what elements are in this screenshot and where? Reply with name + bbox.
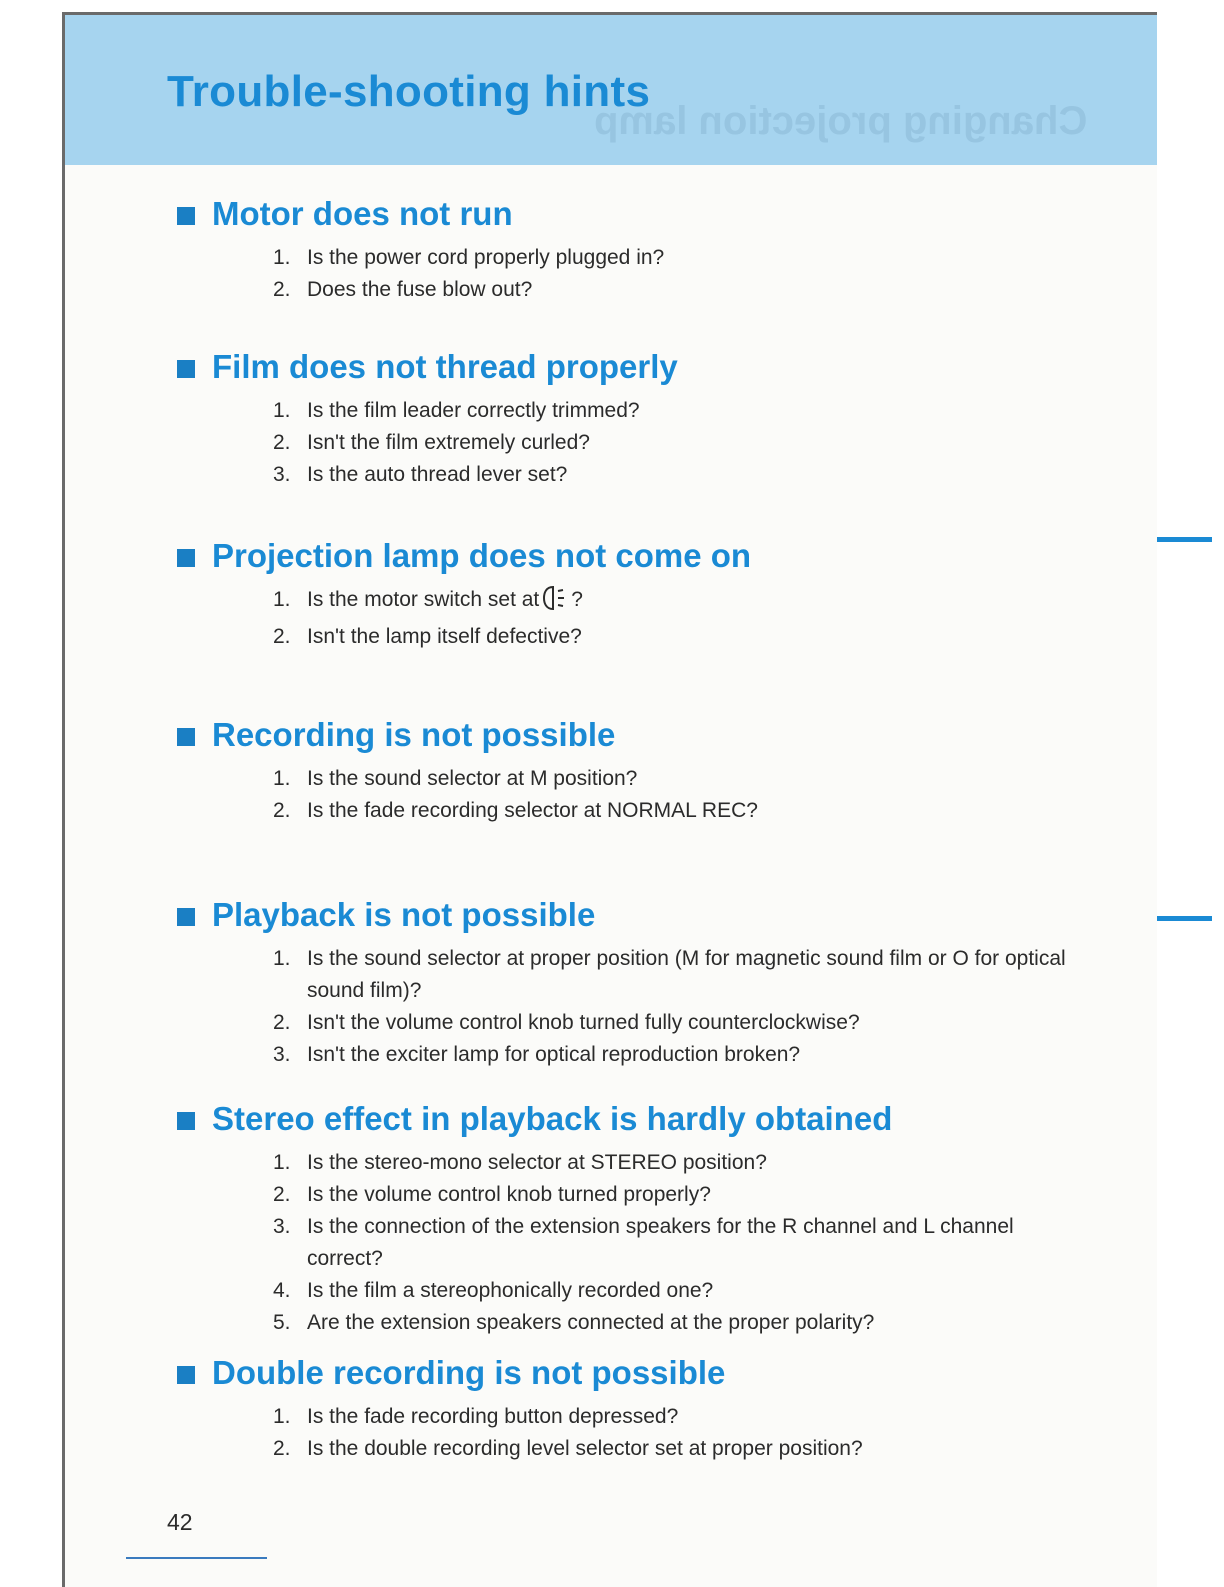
item-number: 2. [273,799,291,822]
footer-rule [126,1557,267,1559]
list-item [273,1211,1077,1275]
item-text: Are the extension speakers connected at the proper polarity? [307,1311,875,1334]
item-text: Is the double recording level selector set at proper position? [307,1437,863,1460]
item-number: 3. [273,1043,291,1066]
item-number: 2. [273,431,291,454]
section-heading [177,536,1077,576]
item-text-suffix: ? [571,588,583,611]
item-number: 2. [273,278,291,301]
item-text: Is the sound selector at proper position (M for magnetic sound film or O for optical sound film)? [307,947,1066,1002]
list-item [273,621,1077,653]
item-text: Is the connection of the extension speakers for the R channel and L channel correct? [307,1215,1014,1270]
item-text: Is the film leader correctly trimmed? [307,399,640,422]
item-number: 2. [273,625,291,648]
square-bullet-icon [177,207,195,225]
page-number: 42 [167,1509,193,1535]
item-text: Is the stereo-mono selector at STEREO position? [307,1151,767,1174]
square-bullet-icon [177,549,195,567]
item-number: 1. [273,399,291,422]
header-band [65,15,1157,165]
list-item [273,1147,1077,1179]
item-text: Isn't the lamp itself defective? [307,625,582,648]
item-text: Is the auto thread lever set? [307,463,568,486]
list-item [273,943,1077,1007]
item-text: Does the fuse blow out? [307,278,533,301]
section-double-recording [177,1353,1077,1465]
item-number: 2. [273,1437,291,1460]
list-item [273,459,1077,491]
hint-list [177,1401,1077,1465]
item-number: 4. [273,1279,291,1302]
list-item [273,1275,1077,1307]
section-tab-marker [1157,916,1212,921]
section-heading-text: Film does not thread properly [212,348,678,385]
section-heading-text: Motor does not run [212,195,513,232]
section-projection-lamp [177,536,1077,653]
section-heading-text: Stereo effect in playback is hardly obtained [212,1100,893,1137]
item-text: Is the sound selector at M position? [307,767,638,790]
square-bullet-icon [177,360,195,378]
square-bullet-icon [177,908,195,926]
section-heading-text: Double recording is not possible [212,1354,726,1391]
section-heading [177,895,1077,935]
item-number: 1. [273,947,291,970]
hint-list [177,395,1077,491]
list-item [273,395,1077,427]
list-item [273,1401,1077,1433]
square-bullet-icon [177,1366,195,1384]
list-item [273,763,1077,795]
section-heading [177,1099,1077,1139]
list-item [273,1007,1077,1039]
item-number: 1. [273,588,291,611]
section-heading-text: Projection lamp does not come on [212,537,752,574]
list-item [273,274,1077,306]
section-motor [177,194,1077,306]
section-playback [177,895,1077,1071]
list-item [273,1433,1077,1465]
item-number: 2. [273,1011,291,1034]
section-heading [177,715,1077,755]
section-heading-text: Recording is not possible [212,716,616,753]
list-item [273,1179,1077,1211]
item-text: Isn't the film extremely curled? [307,431,590,454]
show-through-title: Changing projection lamp [593,99,1087,143]
item-number: 1. [273,1405,291,1428]
item-number: 2. [273,1183,291,1206]
list-item [273,242,1077,274]
hint-list [177,763,1077,827]
page-title: Trouble-shooting hints [167,67,651,116]
section-heading [177,347,1077,387]
hint-list [177,943,1077,1071]
item-number: 3. [273,463,291,486]
list-item [273,584,1077,621]
item-number: 1. [273,767,291,790]
section-stereo [177,1099,1077,1339]
item-text: Is the fade recording button depressed? [307,1405,679,1428]
section-heading [177,1353,1077,1393]
item-text: Isn't the volume control knob turned fully counterclockwise? [307,1011,860,1034]
item-text: Is the film a stereophonically recorded one? [307,1279,714,1302]
manual-page [62,12,1157,1587]
item-number: 3. [273,1215,291,1238]
item-text: Isn't the exciter lamp for optical reproduction broken? [307,1043,801,1066]
section-heading-text: Playback is not possible [212,896,596,933]
item-text: Is the power cord properly plugged in? [307,246,665,269]
item-text: Is the motor switch set at [307,588,540,611]
item-text: Is the fade recording selector at NORMAL REC? [307,799,758,822]
section-recording [177,715,1077,827]
item-number: 5. [273,1311,291,1334]
section-film-thread [177,347,1077,491]
list-item [273,427,1077,459]
section-tab-marker [1157,537,1212,542]
list-item [273,1039,1077,1071]
projection-lamp-icon [543,585,567,621]
item-text: Is the volume control knob turned properly? [307,1183,711,1206]
hint-list [177,242,1077,306]
list-item [273,1307,1077,1339]
list-item [273,795,1077,827]
item-number: 1. [273,1151,291,1174]
item-number: 1. [273,246,291,269]
hint-list [177,1147,1077,1339]
square-bullet-icon [177,1112,195,1130]
hint-list [177,584,1077,653]
square-bullet-icon [177,728,195,746]
section-heading [177,194,1077,234]
